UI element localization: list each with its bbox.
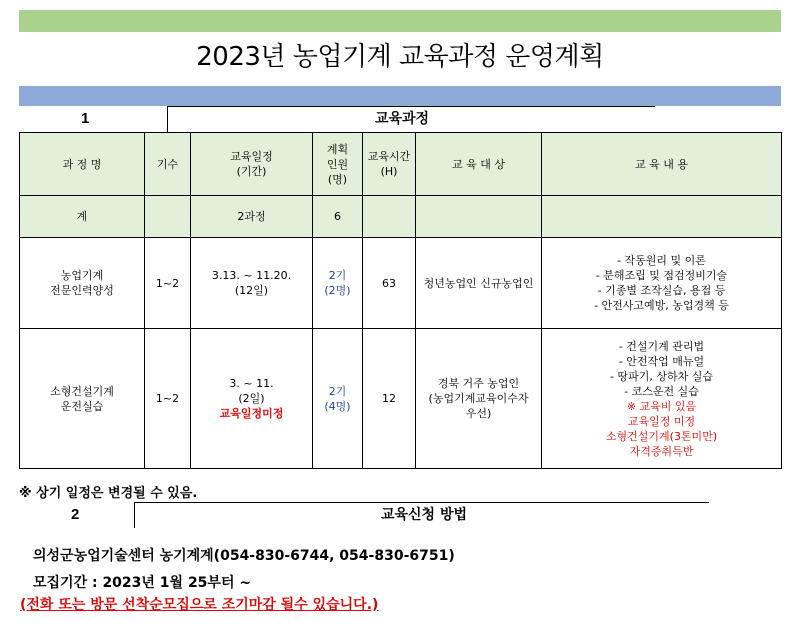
table-row (20, 329, 782, 469)
row1-schedule-text: 3.13. ~ 11.20. (12일) (211, 269, 292, 297)
row1-content (542, 238, 782, 329)
table-header-row (20, 133, 782, 196)
header-schedule: 교육일정 (기간) (191, 133, 313, 196)
row2-content-red-line: ※ 교육비 있음 (626, 399, 697, 413)
row1-content-line: - 안전사고예방, 농업경책 등 (594, 299, 729, 312)
row2-content-red-line: 교육일정 미정 (627, 414, 696, 428)
section-2-number: 2 (71, 506, 80, 523)
row2-content-line: - 땅파기, 상하차 실습 (610, 369, 713, 383)
row1-content-line: - 작동원리 및 이론 (617, 254, 706, 267)
table-row (20, 238, 782, 329)
row2-content (542, 329, 782, 469)
row1-hours: 63 (363, 238, 416, 329)
header-planned: 계획 인원 (명) (313, 133, 363, 196)
total-course: 계 (20, 196, 145, 238)
row1-content-line: - 분해조립 및 점검정비기술 (595, 269, 728, 282)
total-content (542, 196, 782, 238)
schedule-change-note: ※ 상기 일정은 변경될 수 있음. (19, 486, 198, 501)
row1-term: 1~2 (145, 238, 191, 329)
section-1-number: 1 (81, 110, 90, 127)
course-table (19, 132, 782, 469)
row2-target: 경북 거주 농업인 (농업기계교육이수자 우선) (416, 329, 542, 469)
header-content: 교 육 내 용 (542, 133, 782, 196)
total-planned: 6 (313, 196, 363, 238)
header-target: 교 육 대 상 (416, 133, 542, 196)
row1-content-line: - 기종별 조작실습, 용접 등 (597, 284, 726, 297)
blue-band (19, 86, 781, 106)
total-schedule: 2과정 (191, 196, 313, 238)
section-2-header (19, 502, 781, 528)
recruitment-period: 모집기간 : 2023년 1월 25부터 ~ (33, 575, 252, 591)
row2-content-line: - 건설기계 관리법 (618, 339, 705, 353)
row1-target: 청년농업인 신규농업인 (416, 238, 542, 329)
early-close-warning: (전화 또는 방문 선착순모집으로 조기마감 될수 있습니다.) (20, 597, 379, 613)
row1-schedule (191, 238, 313, 329)
row2-term: 1~2 (145, 329, 191, 469)
total-hours (363, 196, 416, 238)
total-target (416, 196, 542, 238)
row2-content-red-line: 자격증취득반 (629, 444, 694, 458)
row2-content-line: - 코스운전 실습 (624, 384, 699, 398)
section-1-header (19, 106, 781, 132)
header-hours: 교육시간 (H) (363, 133, 416, 196)
page-title: 2023년 농업기계 교육과정 운영계획 (196, 42, 604, 72)
row2-course: 소형건설기계 운전실습 (20, 329, 145, 469)
section-1-label: 교육과정 (374, 111, 430, 127)
total-term (145, 196, 191, 238)
row2-schedule (191, 329, 313, 469)
row2-planned: 2기 (4명) (313, 329, 363, 469)
header-course: 과 정 명 (20, 133, 145, 196)
row2-schedule-text: 3. ~ 11. (2일) (229, 377, 274, 405)
row2-schedule-note: 교육일정미정 (219, 407, 284, 420)
total-row (20, 196, 782, 238)
row1-planned: 2기 (2명) (313, 238, 363, 329)
contact-info: 의성군농업기술센터 농기계계(054-830-6744, 054-830-6751) (33, 548, 455, 564)
top-green-band (19, 10, 781, 32)
row2-content-red-line: 소형건설기계(3톤미만) (605, 429, 718, 443)
row2-hours: 12 (363, 329, 416, 469)
row1-course: 농업기계 전문인력양성 (20, 238, 145, 329)
row2-content-line: - 안전작업 매뉴얼 (618, 354, 705, 368)
section-2-label: 교육신청 방법 (380, 507, 468, 523)
header-term: 기수 (145, 133, 191, 196)
